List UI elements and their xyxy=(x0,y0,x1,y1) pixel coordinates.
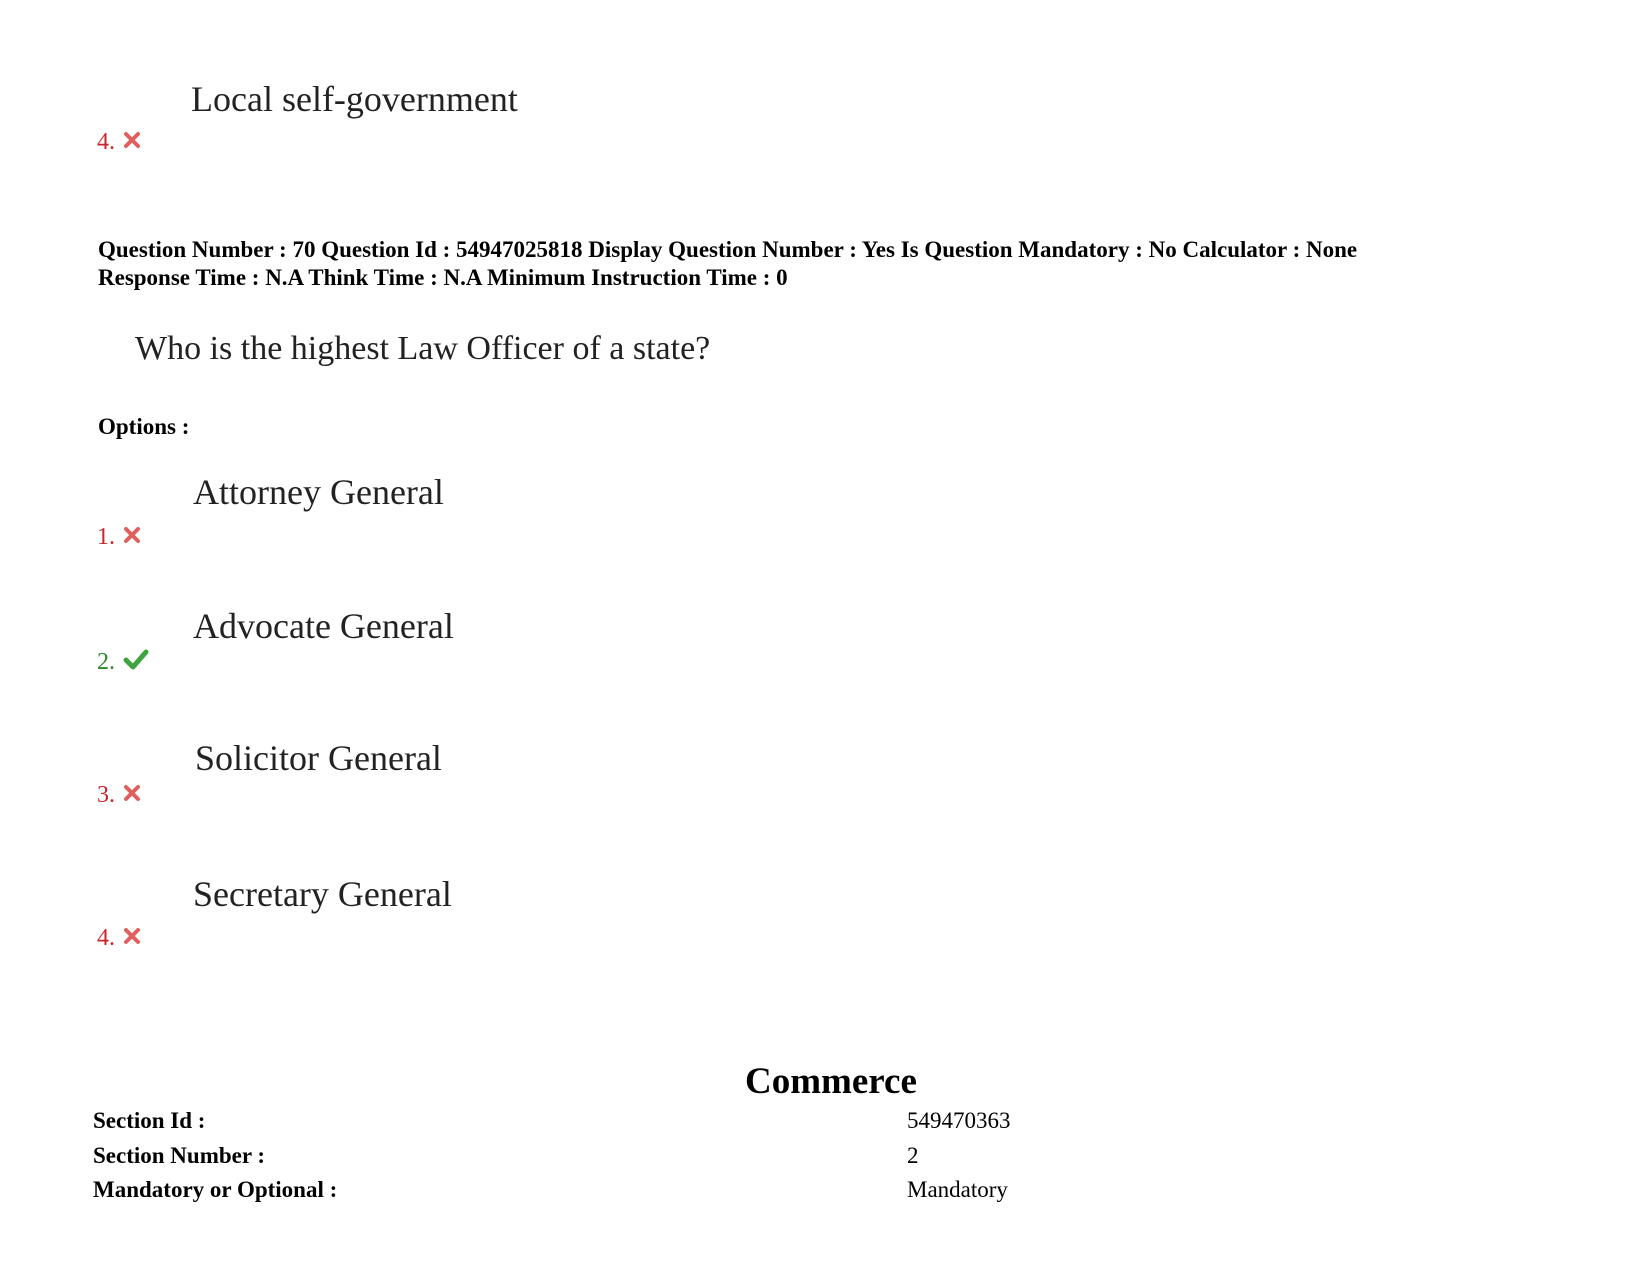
question-meta xyxy=(98,236,1357,292)
prev-option-4-text: Local self-government xyxy=(191,79,518,119)
section-number-label: Section Number : xyxy=(93,1143,266,1168)
option-number: 4. xyxy=(97,925,115,951)
options-label: Options : xyxy=(98,414,190,439)
option-1-text: Attorney General xyxy=(193,472,444,512)
section-number-value: 2 xyxy=(907,1143,919,1168)
section-title: Commerce xyxy=(745,1061,917,1102)
cross-icon xyxy=(123,129,141,156)
option-2-text: Advocate General xyxy=(193,606,454,646)
cross-icon xyxy=(123,782,141,809)
question-meta-line-2: Response Time : N.A Think Time : N.A Minimum Instruction Time : 0 xyxy=(98,265,788,290)
mandatory-value: Mandatory xyxy=(907,1177,1008,1202)
option-3-number xyxy=(97,782,141,809)
option-4-text: Secretary General xyxy=(193,874,452,914)
check-icon xyxy=(123,649,149,678)
option-number: 1. xyxy=(97,524,115,550)
question-meta-line-1: Question Number : 70 Question Id : 54947025818 Display Question Number : Yes Is Question Mandatory : No Calculator : None xyxy=(98,237,1358,262)
option-2-number xyxy=(97,649,149,678)
option-3-text: Solicitor General xyxy=(195,738,442,778)
option-number: 4. xyxy=(97,129,115,155)
question-text: Who is the highest Law Officer of a state? xyxy=(135,330,711,367)
section-id-value: 549470363 xyxy=(907,1108,1011,1133)
mandatory-label: Mandatory or Optional : xyxy=(93,1177,338,1202)
option-number: 3. xyxy=(97,782,115,808)
option-number: 2. xyxy=(97,649,115,675)
cross-icon xyxy=(123,524,141,551)
option-1-number xyxy=(97,524,141,551)
option-4-number xyxy=(97,925,141,952)
cross-icon xyxy=(123,925,141,952)
prev-option-4-number xyxy=(97,129,141,156)
section-id-label: Section Id : xyxy=(93,1108,206,1133)
